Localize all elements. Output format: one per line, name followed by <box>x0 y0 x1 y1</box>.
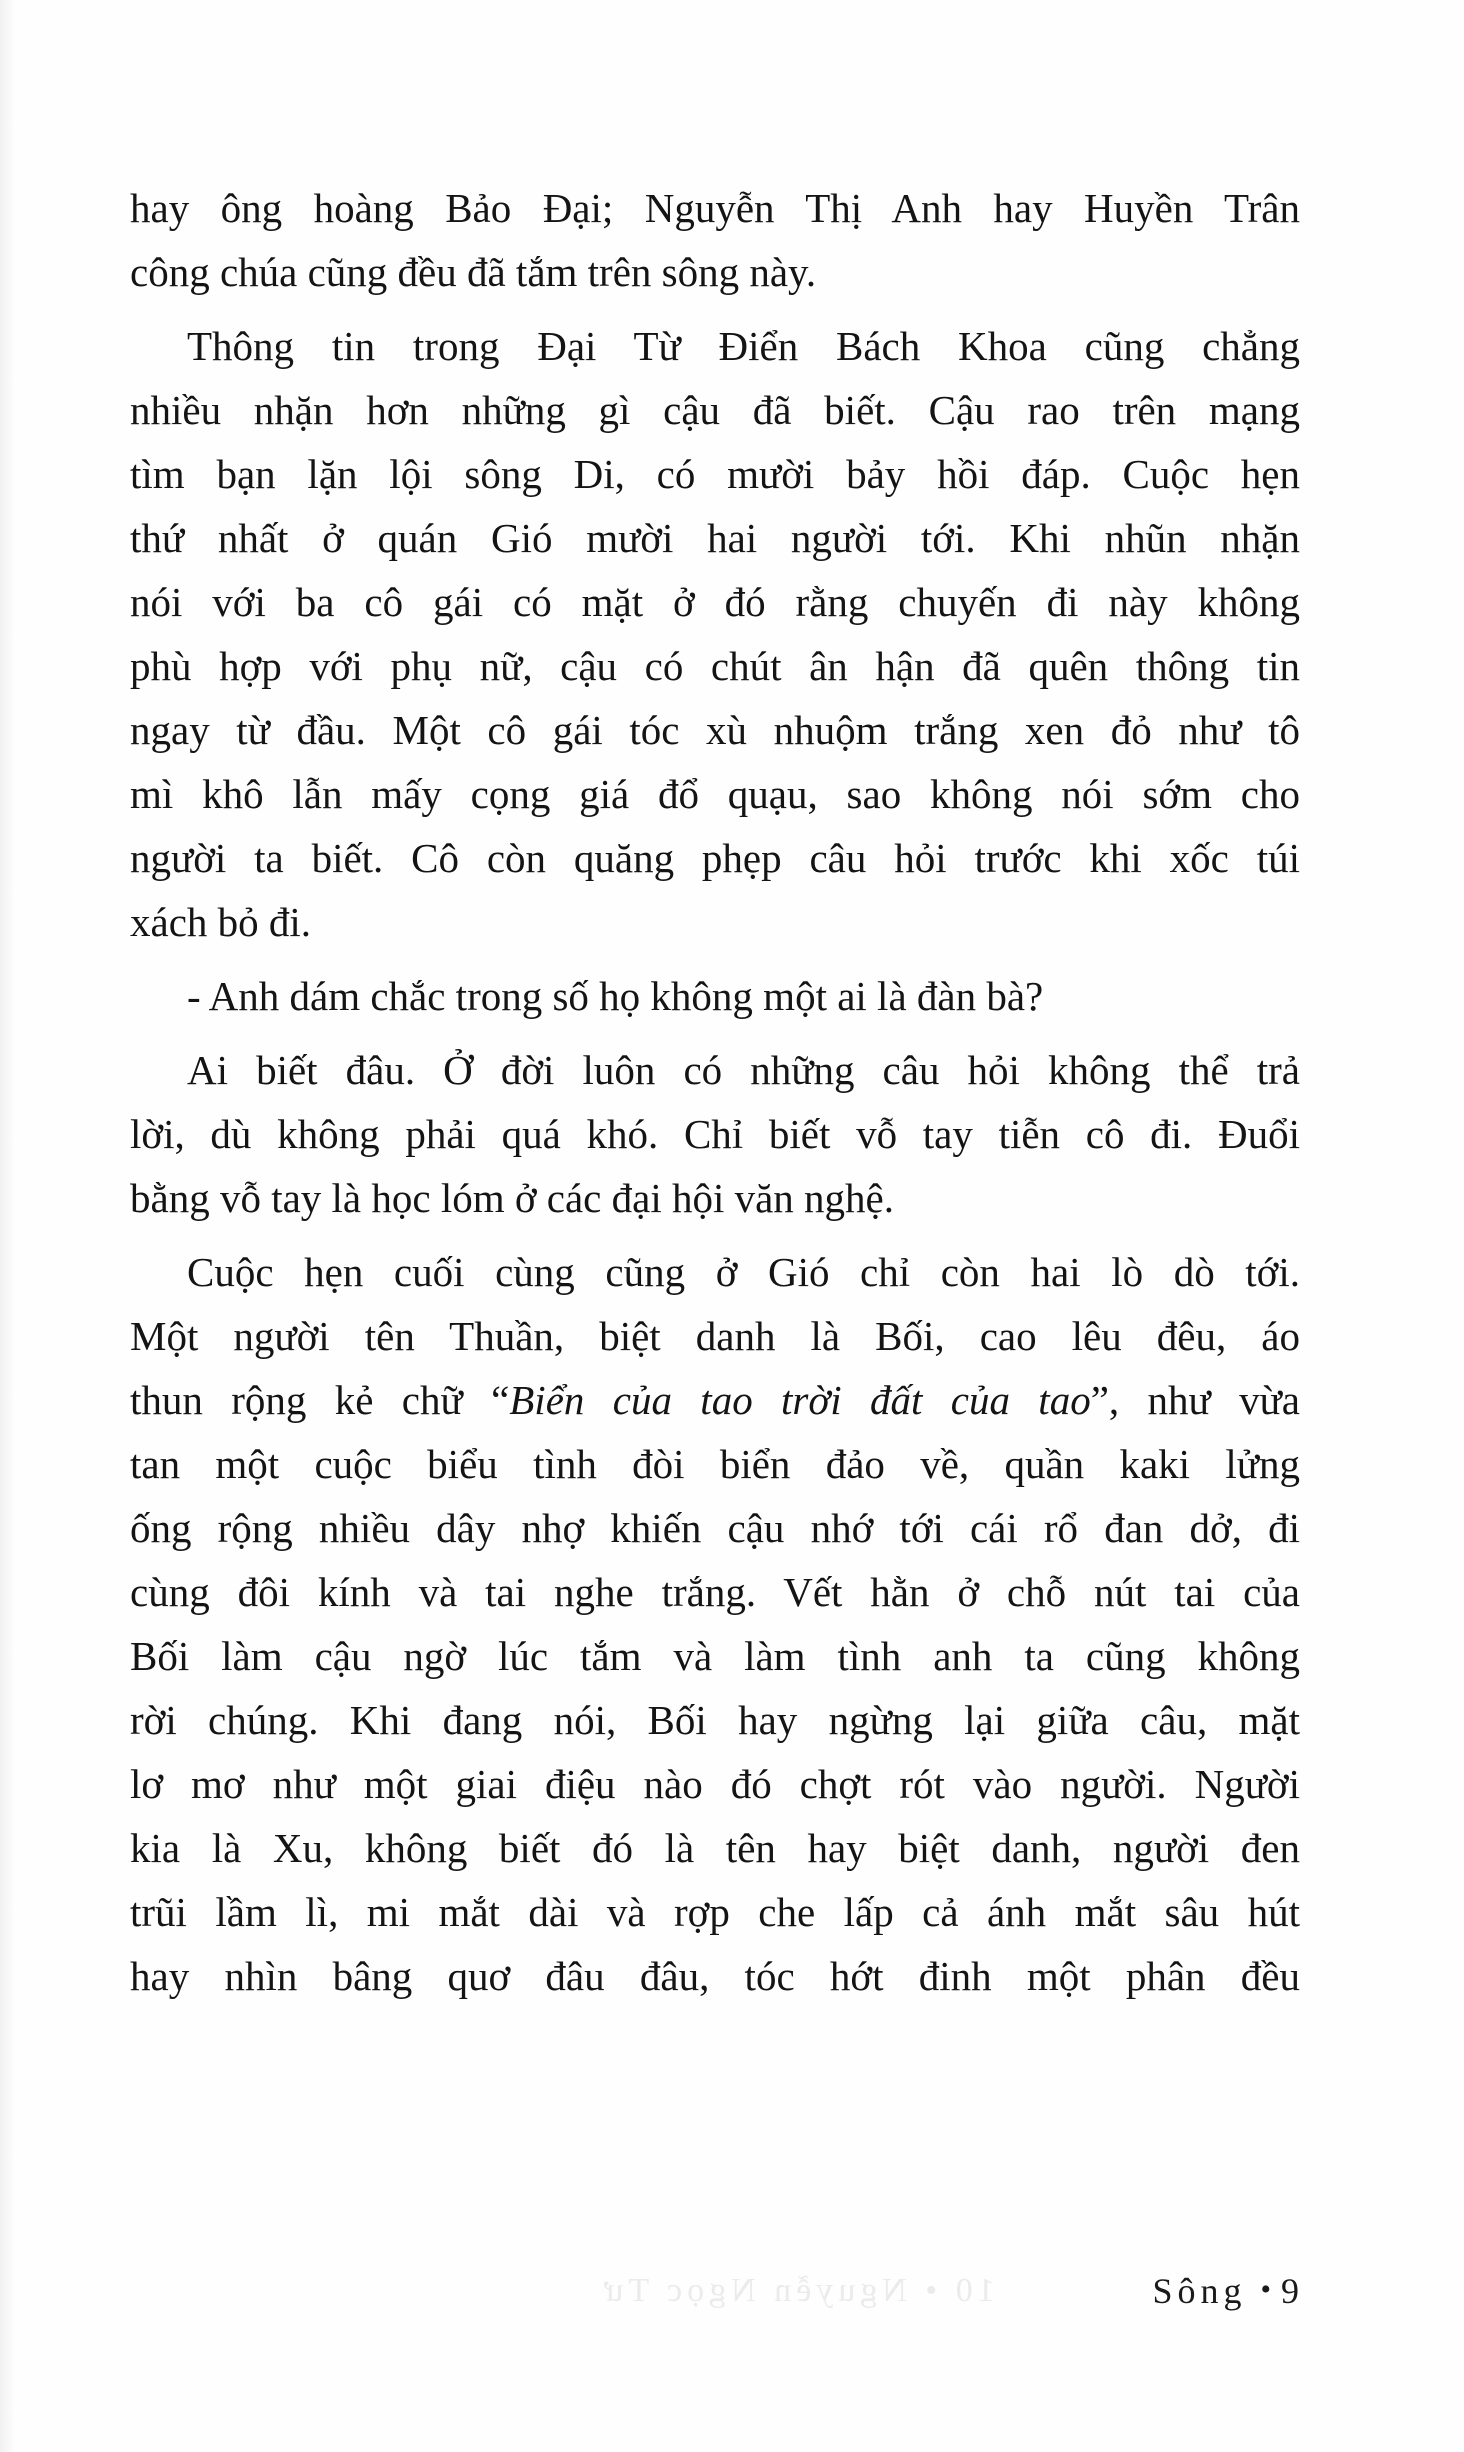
text-line: trũi lầm lì, mi mắt dài và rợp che lấp cả ánh mắt sâu hút <box>130 1889 1300 1935</box>
text-line: hay nhìn bâng quơ đâu đâu, tóc hớt đinh một phân đều <box>130 1953 1300 1999</box>
text-line: người ta biết. Cô còn quăng phẹp câu hỏi trước khi xốc túi <box>130 835 1300 881</box>
text-line: Ai biết đâu. Ở đời luôn có những câu hỏi không thể trả <box>187 1047 1300 1093</box>
text-line-with-italic <box>130 1368 1300 1432</box>
text-segment: ”, như vừa <box>1090 1377 1300 1423</box>
text-line: thứ nhất ở quán Gió mười hai người tới. Khi nhũn nhặn <box>130 515 1300 561</box>
body-text <box>130 176 1300 2018</box>
text-line: mì khô lẫn mấy cọng giá đổ quạu, sao không nói sớm cho <box>130 771 1300 817</box>
paragraph-dialogue <box>130 964 1300 1028</box>
bleed-through-header: 10 • Nguyễn Ngọc Tư <box>600 2272 995 2309</box>
text-line: Cuộc hẹn cuối cùng cũng ở Gió chỉ còn hai lò dò tới. <box>187 1249 1300 1295</box>
bullet-separator-icon: • <box>1260 2273 1271 2306</box>
running-title: Sông <box>1152 2271 1247 2311</box>
italic-quote: Biển của tao trời đất của tao <box>509 1377 1091 1423</box>
text-line: hay ông hoàng Bảo Đại; Nguyễn Thị Anh hay Huyền Trân <box>130 185 1300 231</box>
page-gutter-shadow <box>0 0 14 2452</box>
page-number: 9 <box>1281 2271 1304 2311</box>
text-line: nói với ba cô gái có mặt ở đó rằng chuyến đi này không <box>130 579 1300 625</box>
text-line: lơ mơ như một giai điệu nào đó chợt rót vào người. Người <box>130 1761 1300 1807</box>
text-line: Thông tin trong Đại Từ Điển Bách Khoa cũng chẳng <box>187 323 1300 369</box>
text-line: kia là Xu, không biết đó là tên hay biệt danh, người đen <box>130 1825 1300 1871</box>
text-line: phù hợp với phụ nữ, cậu có chút ân hận đã quên thông tin <box>130 643 1300 689</box>
text-line: công chúa cũng đều đã tắm trên sông này. <box>130 249 817 295</box>
paragraph-5 <box>130 1240 1300 2008</box>
text-line: tan một cuộc biểu tình đòi biển đảo về, quần kaki lửng <box>130 1441 1300 1487</box>
text-line: ngay từ đầu. Một cô gái tóc xù nhuộm trắng xen đỏ như tô <box>130 707 1300 753</box>
text-line: cùng đôi kính và tai nghe trắng. Vết hằn ở chỗ nút tai của <box>130 1569 1300 1615</box>
text-line: xách bỏ đi. <box>130 899 312 945</box>
text-line: tìm bạn lặn lội sông Di, có mười bảy hồi đáp. Cuộc hẹn <box>130 451 1300 497</box>
text-line: lời, dù không phải quá khó. Chỉ biết vỗ tay tiễn cô đi. Đuổi <box>130 1111 1300 1157</box>
text-segment: thun rộng kẻ chữ “ <box>130 1377 510 1423</box>
dialogue-line: - Anh dám chắc trong số họ không một ai là đàn bà? <box>187 973 1044 1019</box>
page-footer <box>1104 2270 1304 2312</box>
text-line: Một người tên Thuần, biệt danh là Bối, cao lêu đêu, áo <box>130 1313 1300 1359</box>
text-line: rời chúng. Khi đang nói, Bối hay ngừng lại giữa câu, mặt <box>130 1697 1300 1743</box>
text-line: nhiều nhặn hơn những gì cậu đã biết. Cậu rao trên mạng <box>130 387 1300 433</box>
text-line: Bối làm cậu ngờ lúc tắm và làm tình anh ta cũng không <box>130 1633 1300 1679</box>
paragraph-4 <box>130 1038 1300 1230</box>
paragraph-1 <box>130 176 1300 304</box>
text-line: bằng vỗ tay là học lóm ở các đại hội văn nghệ. <box>130 1175 895 1221</box>
paragraph-2 <box>130 314 1300 954</box>
text-line: ống rộng nhiều dây nhợ khiến cậu nhớ tới cái rổ đan dở, đi <box>130 1505 1300 1551</box>
